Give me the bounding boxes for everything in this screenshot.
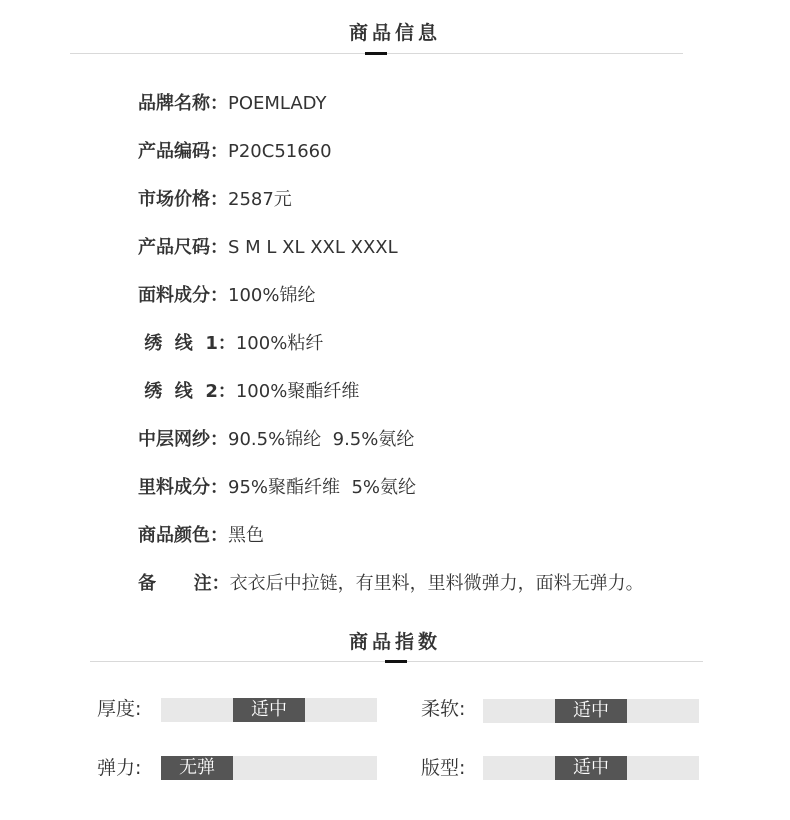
info-label: 商品颜色： [138,525,228,546]
info-label: 面料成分： [138,285,228,306]
softness-scale-bar [483,699,699,723]
info-value: 100%粘纤 [235,333,324,354]
info-value: 100%锦纶 [228,285,316,306]
info-label: 绣 线 2： [138,381,236,402]
info-row-brand [138,92,327,116]
info-label: 产品编码： [138,141,228,162]
info-row-code [138,140,332,164]
info-label: 绣 线 1： [138,333,236,354]
info-row-thread-2 [138,380,359,404]
info-row-lining [138,476,416,500]
info-row-mesh [138,428,414,452]
softness-scale-indicator: 适中 [555,699,627,723]
info-value: P20C51660 [228,141,332,162]
info-value: 100%聚酯纤维 [235,381,360,402]
elasticity-scale-bar [161,756,377,780]
info-value: 衣衣后中拉链，有里料，里料微弹力，面料无弹力。 [229,573,644,594]
info-label: 产品尺码： [138,237,228,258]
info-value: 95%聚酯纤维 5%氨纶 [228,477,417,498]
product-info-title: 商品信息 [348,22,441,44]
index-label-elasticity: 弹力: [97,757,142,779]
info-label: 中层网纱： [138,429,228,450]
thickness-scale-bar [161,698,377,722]
info-label: 品牌名称： [138,93,228,114]
info-label: 备 注： [138,573,230,594]
index-label-fit: 版型: [421,757,466,779]
fit-scale-indicator: 适中 [555,756,627,780]
info-row-note [138,572,644,596]
info-value: S M L XL XXL XXXL [228,237,398,258]
info-row-price [138,188,292,212]
thickness-scale-indicator: 适中 [233,698,305,722]
index-title-underline [385,660,407,663]
info-label: 市场价格： [138,189,228,210]
info-label: 里料成分： [138,477,228,498]
info-row-size [138,236,398,260]
info-title-underline [365,52,387,55]
index-label-softness: 柔软: [421,698,466,720]
info-value: 2587元 [228,189,292,210]
info-value: POEMLADY [228,93,327,114]
fit-scale-bar [483,756,699,780]
index-label-thickness: 厚度: [97,698,142,720]
product-index-title: 商品指数 [348,631,441,653]
info-row-color [138,524,264,548]
info-row-thread-1 [138,332,323,356]
info-value: 90.5%锦纶 9.5%氨纶 [228,429,415,450]
elasticity-scale-indicator: 无弹 [161,756,233,780]
info-row-fabric [138,284,315,308]
info-value: 黑色 [228,525,264,546]
